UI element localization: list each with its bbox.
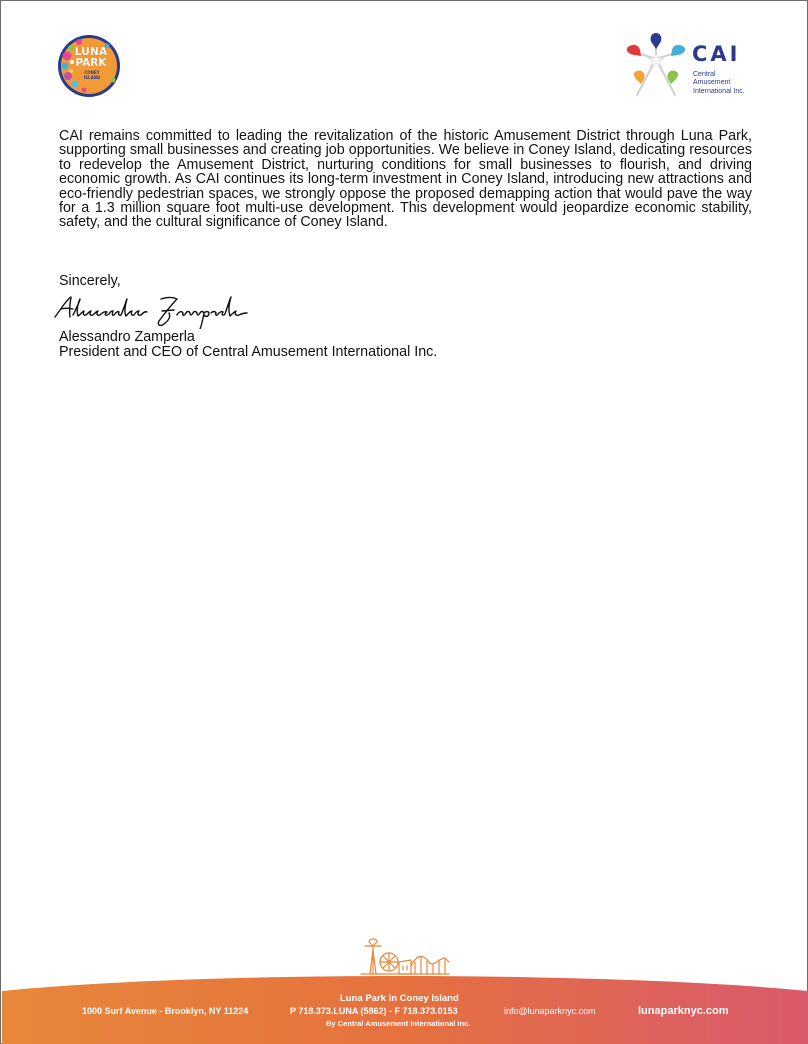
footer-email-link[interactable]: info@lunaparknyc.com bbox=[504, 1006, 596, 1016]
footer-website-link[interactable]: lunaparknyc.com bbox=[638, 1005, 729, 1017]
cai-subtitle-line2: Amusement bbox=[693, 79, 731, 87]
cai-subtitle bbox=[693, 71, 765, 96]
handwritten-signature bbox=[53, 291, 283, 329]
luna-park-logo bbox=[57, 34, 121, 98]
footer-by-line: By Central Amusement International Inc. bbox=[326, 1019, 471, 1028]
footer-address: 1000 Surf Avenue - Brooklyn, NY 11224 bbox=[82, 1006, 249, 1016]
luna-park-logo-text bbox=[57, 34, 121, 98]
cai-wordmark: CAI bbox=[692, 42, 741, 66]
cai-subtitle-line3: International Inc. bbox=[693, 87, 745, 95]
cai-logo bbox=[625, 31, 765, 101]
footer-phone: P 718.373.LUNA (5862) - F 718.373.0153 bbox=[290, 1006, 458, 1016]
luna-logo-line3: CONEY ISLAND bbox=[83, 70, 101, 80]
signer-title: President and CEO of Central Amusement International Inc. bbox=[59, 344, 438, 360]
footer-park-name: Luna Park in Coney Island bbox=[340, 993, 459, 1004]
luna-logo-line2: PARK bbox=[75, 57, 107, 69]
luna-logo-line1: LUNA bbox=[74, 46, 108, 58]
cai-ferris-wheel-icon bbox=[625, 31, 687, 99]
letter-closing: Sincerely, bbox=[59, 273, 121, 289]
letter-body-paragraph: CAI remains committed to leading the revitalization of the historic Amusement District through Luna Park, supporting small businesses and creating job opportunities. We believe in Coney Island, dedicating resources to redevelop the Amusement District, nurturing conditions for small businesses to flourish, and driving economic growth. As CAI continues its long-term investment in Coney Island, introducing new attractions and eco-friendly pedestrian spaces, we strongly oppose the proposed demapping action that would pave the way for a 1.3 million square foot multi-use development. This development would jeopardize economic stability, safety, and the cultural significance of Coney Island. bbox=[59, 128, 752, 231]
cai-subtitle-line1: Central bbox=[693, 71, 716, 78]
signer-name: Alessandro Zamperla bbox=[59, 329, 195, 345]
